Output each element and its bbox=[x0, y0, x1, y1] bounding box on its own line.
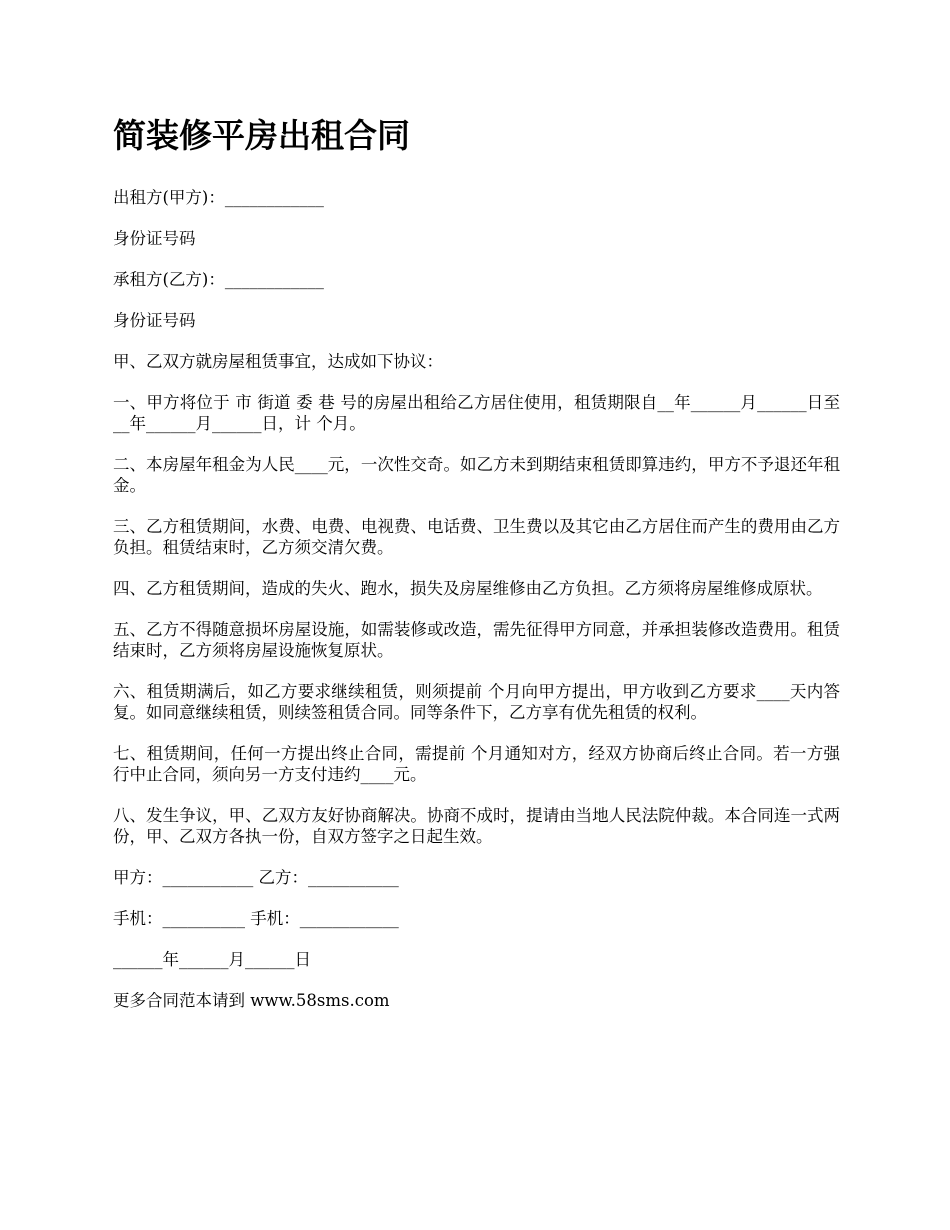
clause-5: 五、乙方不得随意损坏房屋设施，如需装修或改造，需先征得甲方同意，并承担装修改造费用。租赁结束时，乙方须将房屋设施恢复原状。 bbox=[113, 620, 840, 660]
lessor-id-line: 身份证号码 bbox=[113, 229, 196, 248]
clause-6: 六、租赁期满后，如乙方要求继续租赁，则须提前 个月向甲方提出，甲方收到乙方要求____天内答复。如同意继续租赁，则续签租赁合同。同等条件下，乙方享有优先租赁的权利。 bbox=[113, 682, 840, 722]
contract-document bbox=[113, 112, 840, 1031]
clause-8: 八、发生争议，甲、乙双方友好协商解决。协商不成时，提请由当地人民法院仲裁。本合同连一式两份，甲、乙双方各执一份，自双方签字之日起生效。 bbox=[113, 806, 840, 846]
date-line: ______年______月______日 bbox=[113, 950, 311, 969]
clause-7: 七、租赁期间，任何一方提出终止合同，需提前 个月通知对方，经双方协商后终止合同。若一方强行中止合同，须向另一方支付违约____元。 bbox=[113, 744, 840, 784]
clause-4: 四、乙方租赁期间，造成的失火、跑水，损失及房屋维修由乙方负担。乙方须将房屋维修成原状。 bbox=[113, 579, 823, 598]
clause-3: 三、乙方租赁期间，水费、电费、电视费、电话费、卫生费以及其它由乙方居住而产生的费用由乙方负担。租赁结束时，乙方须交清欠费。 bbox=[113, 517, 840, 557]
phone-line: 手机：__________ 手机：____________ bbox=[113, 909, 399, 928]
footer-note: 更多合同范本请到 www.58sms.com bbox=[113, 991, 390, 1010]
lessor-line: 出租方(甲方)：____________ bbox=[113, 188, 324, 207]
clause-2: 二、本房屋年租金为人民____元，一次性交奇。如乙方未到期结束租赁即算违约，甲方不予退还年租金。 bbox=[113, 455, 840, 495]
signature-line: 甲方：___________ 乙方：___________ bbox=[113, 868, 399, 887]
clause-1: 一、甲方将位于 市 街道 委 巷 号的房屋出租给乙方居住使用，租赁期限自__年______月______日至__年______月______日，计 个月。 bbox=[113, 393, 840, 433]
document-title: 简装修平房出租合同 bbox=[113, 116, 410, 155]
lessee-line: 承租方(乙方)：____________ bbox=[113, 270, 324, 289]
lessee-id-line: 身份证号码 bbox=[113, 311, 196, 330]
agreement-intro: 甲、乙双方就房屋租赁事宜，达成如下协议： bbox=[113, 352, 443, 371]
